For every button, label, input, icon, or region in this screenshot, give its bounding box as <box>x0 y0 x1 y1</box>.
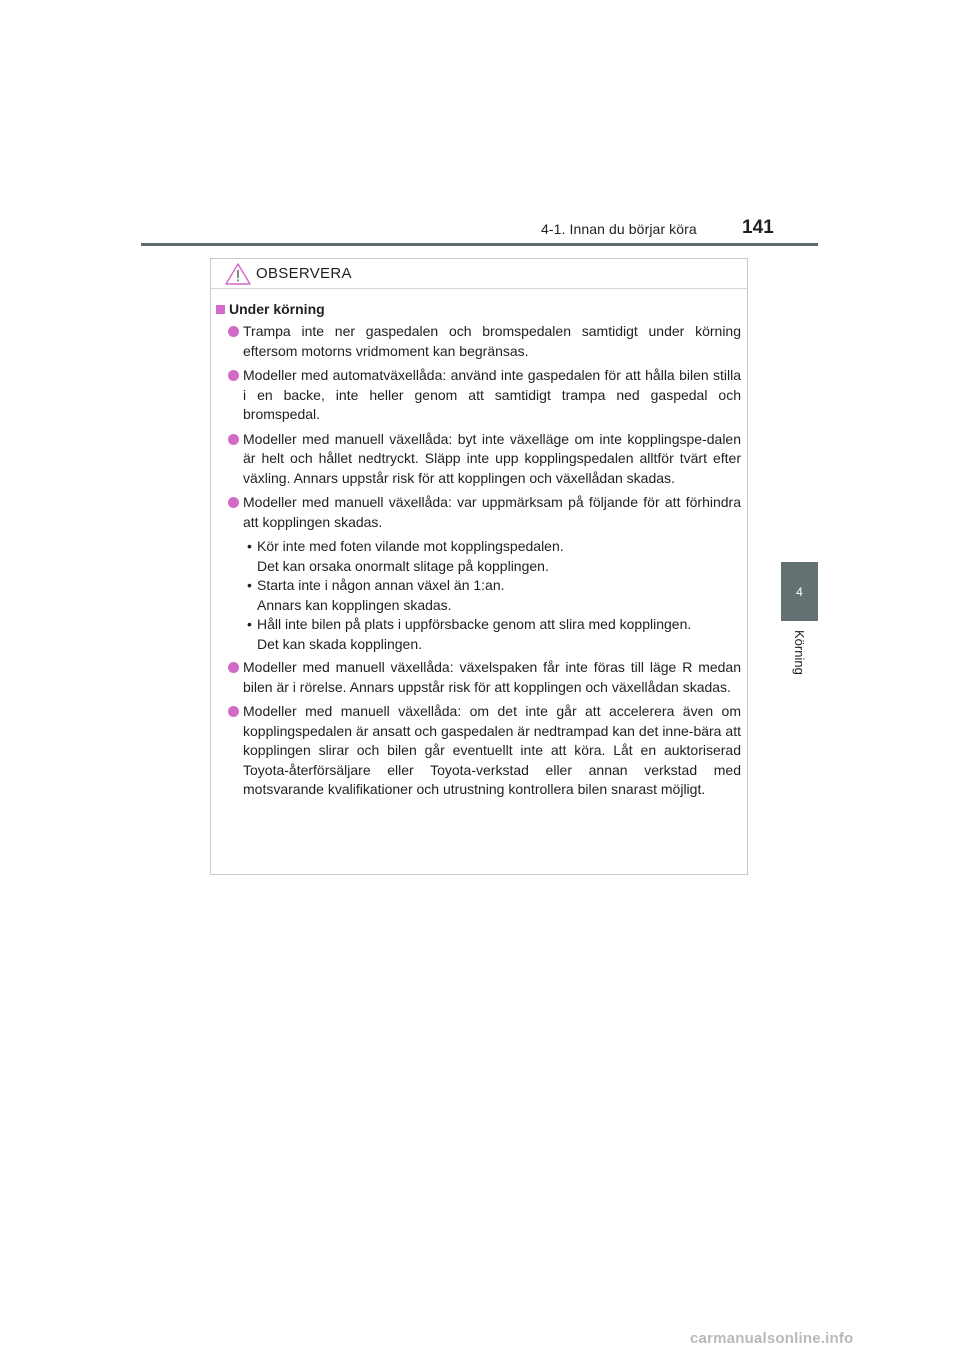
bullet-text: Modeller med automatväxellåda: använd inte gaspedalen för att hålla bilen stilla i en backe, inte heller genom att samtidigt trampa ned gaspedal och bromspedal. <box>243 367 741 422</box>
bullet-text: Trampa inte ner gaspedalen och bromspedalen samtidigt under körning eftersom motorns vridmoment kan begränsas. <box>243 323 741 359</box>
bullet-item <box>216 493 741 532</box>
circle-bullet-icon <box>228 662 239 673</box>
circle-bullet-icon <box>228 497 239 508</box>
watermark-link[interactable]: carmanualsonline.info <box>690 1330 854 1347</box>
circle-bullet-icon <box>228 370 239 381</box>
square-bullet-icon <box>216 305 225 314</box>
notice-body <box>211 289 747 800</box>
chapter-label: Körning <box>792 630 807 675</box>
circle-bullet-icon <box>228 706 239 717</box>
sub-item-note: Det kan skada kopplingen. <box>257 635 422 652</box>
bullet-text: Modeller med manuell växellåda: växelspaken får inte föras till läge R medan bilen är i rörelse. Annars uppstår risk för att kopplingen och växellådan skadas. <box>243 659 741 695</box>
sub-item-note: Annars kan kopplingen skadas. <box>257 596 452 613</box>
sub-item-text: Håll inte bilen på plats i uppförsbacke genom att slira med kopplingen. <box>257 616 692 632</box>
chapter-tab: 4 <box>781 562 818 621</box>
header-section: 4-1. Innan du börjar köra <box>541 221 697 237</box>
bullet-text: Modeller med manuell växellåda: byt inte växelläge om inte kopplingspe-dalen är helt och hållet nedtryckt. Släpp inte upp kopplingspedalen alltför tvärt efter växling. Annars uppstår risk för att kopplingen och växellådan skadas. <box>243 430 741 486</box>
sub-bullet-mark: • <box>247 577 252 593</box>
section-heading <box>216 301 741 317</box>
bullet-text: Modeller med manuell växellåda: om det inte går att accelerera även om kopplingspedalen är ansatt och gaspedalen är nedtrampad kan det inne-bära att kopplingen slirar och bilen går eventuellt inte att köra. Låt en auktoriserad Toyota-återförsäljare eller Toyota-verkstad eller annan verkstad med motsvarande kvalifikationer och utrustning kontrollera bilen snarast möjligt. <box>243 703 741 797</box>
bullet-item <box>216 702 741 800</box>
circle-bullet-icon <box>228 326 239 337</box>
bullet-item <box>216 658 741 697</box>
bullet-text: Modeller med manuell växellåda: var uppmärksam på följande för att förhindra att kopplingen skadas. <box>243 494 741 530</box>
notice-box <box>210 258 748 875</box>
bullet-item <box>216 430 741 489</box>
sub-bullet-mark: • <box>247 616 252 632</box>
notice-title: OBSERVERA <box>256 265 352 282</box>
sub-item-text: Starta inte i någon annan växel än 1:an. <box>257 577 505 593</box>
page-number: 141 <box>742 217 774 238</box>
sub-list-item <box>216 615 741 654</box>
header-rule <box>141 243 818 246</box>
bullet-item <box>216 366 741 425</box>
bullet-item <box>216 322 741 361</box>
sub-item-note: Det kan orsaka onormalt slitage på kopplingen. <box>257 557 549 574</box>
notice-header <box>211 259 747 289</box>
sub-item-text: Kör inte med foten vilande mot kopplingspedalen. <box>257 538 564 554</box>
sub-list-item <box>216 576 741 615</box>
sub-list <box>216 537 741 654</box>
sub-list-item <box>216 537 741 576</box>
sub-bullet-mark: • <box>247 538 252 554</box>
circle-bullet-icon <box>228 434 239 445</box>
section-heading-text: Under körning <box>229 301 325 317</box>
warning-triangle-icon <box>225 263 251 285</box>
